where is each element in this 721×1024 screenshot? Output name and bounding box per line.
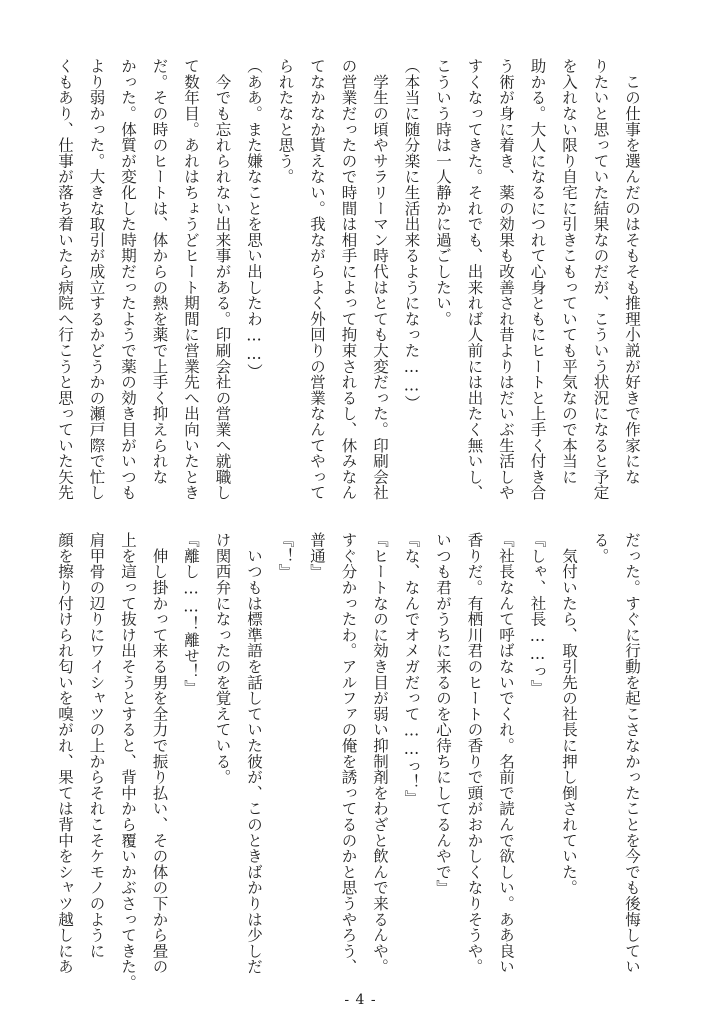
text-line: りたいと思っていた結果なのだが、こういう状況になると予定 [591,58,610,501]
text-line: だった。すぐに行動を起こさなかったことを今でも後悔してい [623,532,641,975]
text-line: 『な、なんでオメガだって……っ！』 [402,532,421,806]
text-line: る。 [591,532,610,564]
page-number: - 4 - [344,992,377,1008]
text-line: 顔を擦り付けられ匂いを嗅がれ、果ては背中をシャツ越しにあ [56,532,74,975]
text-line: すくなってきた。それでも、出来れば人前には出たく無いし、 [465,58,484,501]
text-line: う術が身に着き、薬の効果も改善され昔よりはだいぶ生活しや [497,58,515,501]
text-line: て数年目。あれはちょうどヒート期間に営業先へ出向いたとき [182,58,200,501]
text-line: け関西弁になったのを覚えている。 [213,532,232,785]
text-line: の営業だったので時間は相手によって拘束されるし、休みなん [339,58,358,501]
text-line: いつもは標準語を話していた彼が、このときばかりは少しだ [245,532,263,975]
text-line: 『社長なんて呼ばないでくれ。名前で読んで欲しい。ああ良い [497,532,515,975]
text-line: 学生の頃やサラリーマン時代はとても大変だった。印刷会社 [371,58,389,501]
text-line: 伸し掛かって来る男を全力で振り払い、その体の下から畳の [150,532,169,975]
text-line: いつも君がうちに来るのを心待ちにしてるんやで』 [434,532,452,896]
text-line: こういう時は一人静かに過ごしたい。 [434,58,452,327]
text-line: を入れない限り自宅に引きこもっていても平気なので本当に [560,58,578,485]
text-line: 『離し……！離せ！』 [182,532,200,695]
text-line: てなかなか貰えない。我ながらよく外回りの営業なんてやって [308,58,326,501]
text-line: られたなと思う。 [276,58,295,185]
text-line: 『ヒートなのに効き目が弱い抑制剤をわざと飲んで来るんや。 [371,532,389,975]
text-line: より弱かった。大きな取引が成立するかどうかの瀬戸際で忙し [87,58,106,501]
text-block-bottom [49,532,648,991]
text-line: 『しゃ、社長……っ』 [528,532,547,695]
text-line: だ。その時のヒートは、体からの熱を薬で上手く抑えられな [150,58,169,485]
text-line: かった。体質が変化した時期だったようで薬の効き目がいつも [119,58,137,501]
text-line: 助かる。大人になるにつれて心身ともにヒートと上手く付き合 [528,58,547,501]
text-block-top [49,58,648,508]
text-line: 普通』 [308,532,326,580]
text-line: 気付いたら、取引先の社長に押し倒されていた。 [560,532,578,896]
text-line: 『！』 [276,532,295,580]
text-line: 香りだ。有栖川君のヒートの香りで頭がおかしくなりそうや。 [465,532,484,975]
text-line: （本当に随分楽に生活出来るようになった……） [402,58,421,411]
text-line: 上を這って抜け出そうとすると、背中から覆いかぶさってきた。 [119,532,137,991]
text-line: （ああ。また嫌なことを思い出したわ……） [245,58,263,379]
text-line: 肩甲骨の辺りにワイシャツの上からそれこそケモノのように [87,532,106,959]
text-line: 今でも忘れられない出来事がある。印刷会社の営業へ就職し [213,58,232,501]
text-line: くもあり、仕事が落ち着いたら病院へ行こうと思っていた矢先 [56,58,74,501]
text-line: すぐ分かったわ。アルファの俺を誘ってるのかと思うやろう、 [339,532,358,975]
text-line: この仕事を選んだのはそもそも推理小説が好きで作家にな [623,58,641,485]
